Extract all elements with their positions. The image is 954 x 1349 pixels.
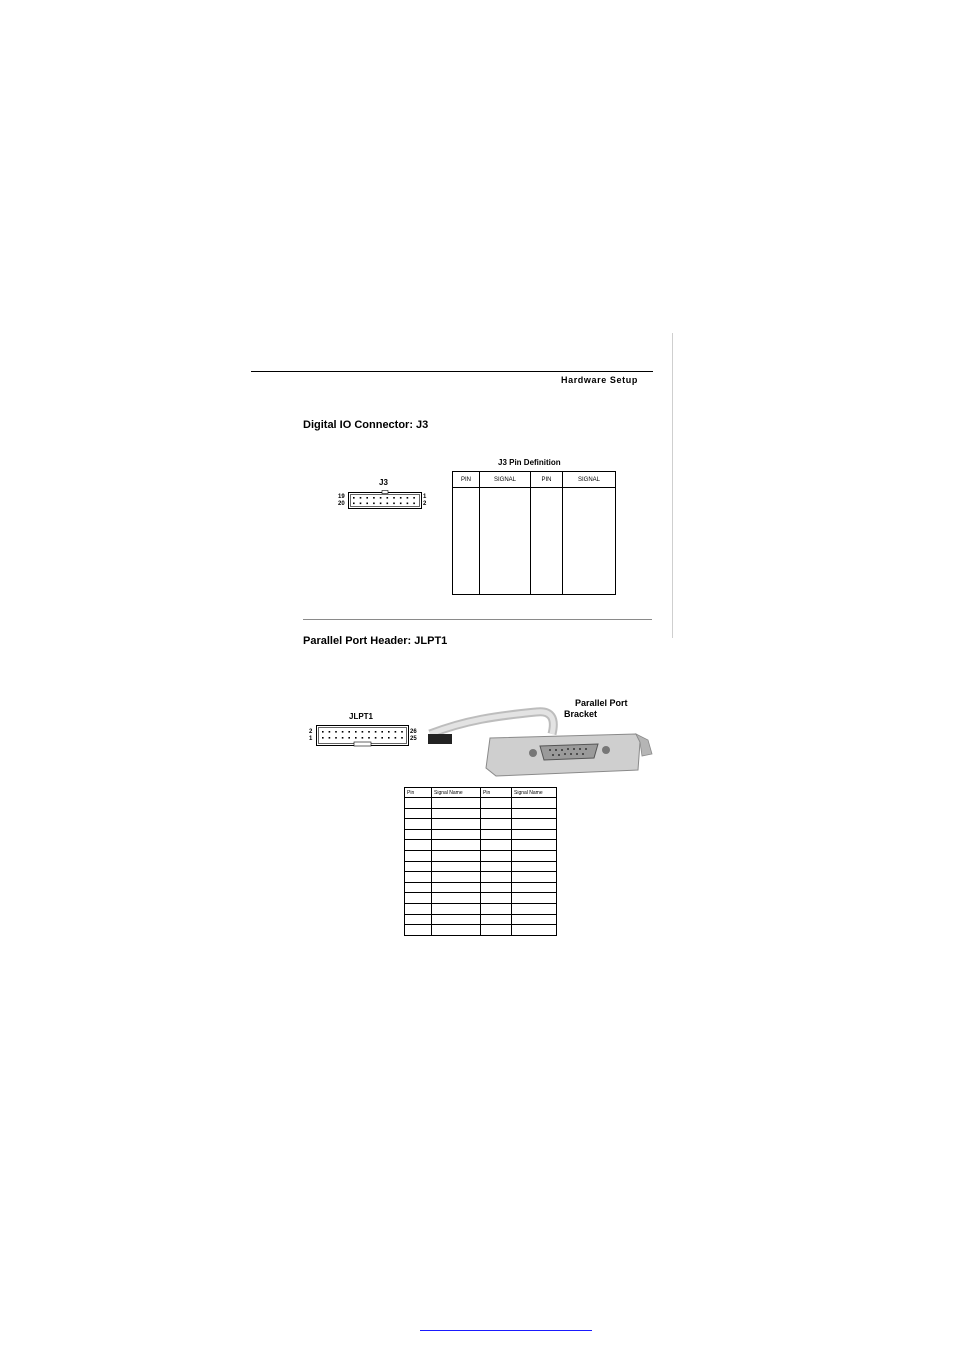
- jlpt1-pin-label-1: 1: [309, 736, 313, 742]
- jlpt1-cell: [432, 914, 481, 925]
- connector-pin: [366, 503, 368, 505]
- side-rule: [672, 333, 673, 638]
- connector-pin: [395, 737, 397, 739]
- jlpt1-cell: [432, 808, 481, 819]
- jlpt1-cell: [512, 819, 557, 830]
- connector-pin: [387, 497, 389, 499]
- jlpt1-pin-label-25: 25: [410, 736, 417, 742]
- section-title-j3: Digital IO Connector: J3: [303, 419, 429, 431]
- connector-pin: [368, 737, 370, 739]
- connector-pin: [348, 737, 350, 739]
- jlpt1-cell: [405, 893, 432, 904]
- jlpt1-cell: [432, 882, 481, 893]
- jlpt1-cell: [405, 850, 432, 861]
- jlpt1-cell: [481, 850, 512, 861]
- j3-pin-label-2: 2: [423, 501, 427, 507]
- connector-pin: [342, 731, 344, 733]
- jlpt1-cell: [481, 914, 512, 925]
- connector-pin: [401, 737, 403, 739]
- connector-pin: [395, 731, 397, 733]
- connector-pin: [388, 737, 390, 739]
- connector-pin: [407, 503, 409, 505]
- jlpt1-cell: [481, 808, 512, 819]
- jlpt1-cell: [405, 903, 432, 914]
- jlpt1-cell: [512, 903, 557, 914]
- connector-pin: [329, 731, 331, 733]
- j3-table-body-row: [453, 488, 616, 595]
- jlpt1-table-row: [405, 808, 557, 819]
- connector-pin: [353, 497, 355, 499]
- jlpt1-cell: [481, 819, 512, 830]
- connector-pin: [360, 503, 362, 505]
- jlpt1-cell: [481, 893, 512, 904]
- jlpt1-cell: [512, 798, 557, 809]
- jlpt1-col-pin-1: Pin: [405, 788, 432, 798]
- jlpt1-cell: [481, 882, 512, 893]
- jlpt1-cell: [432, 903, 481, 914]
- jlpt1-cell: [432, 829, 481, 840]
- connector-pin: [355, 731, 357, 733]
- jlpt1-cell: [481, 872, 512, 883]
- connector-pin: [366, 497, 368, 499]
- j3-cell: [453, 488, 480, 595]
- jlpt1-table-row: [405, 914, 557, 925]
- connector-pin: [375, 737, 377, 739]
- jlpt1-cell: [481, 903, 512, 914]
- jlpt1-cell: [405, 925, 432, 936]
- header-rule: [251, 371, 653, 372]
- connector-pin: [413, 497, 415, 499]
- jlpt1-cell: [405, 819, 432, 830]
- connector-pin: [360, 497, 362, 499]
- jlpt1-cell: [432, 840, 481, 851]
- j3-col-pin-1: PIN: [453, 472, 480, 488]
- jlpt1-cell: [405, 829, 432, 840]
- jlpt1-cell: [481, 798, 512, 809]
- jlpt1-cell: [512, 914, 557, 925]
- page-header-title: Hardware Setup: [561, 375, 638, 385]
- footer-link-underline[interactable]: [420, 1330, 592, 1331]
- jlpt1-table-row: [405, 819, 557, 830]
- j3-connector-label: J3: [379, 478, 388, 487]
- jlpt1-connector-diagram: [316, 725, 409, 747]
- connector-pin: [388, 731, 390, 733]
- section-title-jlpt1: Parallel Port Header: JLPT1: [303, 635, 448, 647]
- connector-pin: [362, 731, 364, 733]
- jlpt1-table-row: [405, 882, 557, 893]
- jlpt1-cell: [432, 861, 481, 872]
- jlpt1-cell: [405, 882, 432, 893]
- connector-pin: [393, 497, 395, 499]
- connector-pin: [400, 497, 402, 499]
- jlpt1-cell: [432, 798, 481, 809]
- jlpt1-table-row: [405, 893, 557, 904]
- jlpt1-table-row: [405, 872, 557, 883]
- jlpt1-cell: [512, 850, 557, 861]
- connector-pin: [373, 503, 375, 505]
- jlpt1-table-row: [405, 903, 557, 914]
- jlpt1-cell: [405, 914, 432, 925]
- j3-table-header-row: [453, 472, 616, 488]
- jlpt1-table-row: [405, 861, 557, 872]
- connector-pin: [368, 731, 370, 733]
- jlpt1-cell: [481, 840, 512, 851]
- jlpt1-table-row: [405, 850, 557, 861]
- jlpt1-cell: [481, 925, 512, 936]
- jlpt1-pin-table: [404, 787, 557, 936]
- j3-col-pin-2: PIN: [531, 472, 563, 488]
- bracket-label-line1: Parallel Port: [575, 698, 628, 708]
- connector-pin: [373, 497, 375, 499]
- j3-table-caption: J3 Pin Definition: [498, 458, 561, 467]
- connector-pin: [387, 503, 389, 505]
- j3-pin-label-20: 20: [338, 501, 345, 507]
- j3-col-signal-1: SIGNAL: [480, 472, 531, 488]
- jlpt1-cell: [432, 819, 481, 830]
- jlpt1-table-header-row: [405, 788, 557, 798]
- connector-pin: [348, 731, 350, 733]
- connector-pin: [329, 737, 331, 739]
- connector-pin: [413, 503, 415, 505]
- bracket-label-line2: Bracket: [564, 709, 598, 719]
- j3-cell: [531, 488, 563, 595]
- connector-pin: [353, 503, 355, 505]
- jlpt1-cell: [432, 925, 481, 936]
- jlpt1-cell: [512, 893, 557, 904]
- jlpt1-table-row: [405, 925, 557, 936]
- jlpt1-cell: [512, 882, 557, 893]
- jlpt1-cell: [432, 893, 481, 904]
- jlpt1-col-signal-1: Signal Name: [432, 788, 481, 798]
- jlpt1-col-signal-2: Signal Name: [512, 788, 557, 798]
- jlpt1-cell: [512, 872, 557, 883]
- jlpt1-table-row: [405, 798, 557, 809]
- connector-pin: [375, 731, 377, 733]
- j3-pin-table: [452, 471, 616, 595]
- jlpt1-cell: [432, 850, 481, 861]
- connector-pin: [322, 731, 324, 733]
- jlpt1-cell: [481, 829, 512, 840]
- jlpt1-cell: [405, 861, 432, 872]
- parallel-port-bracket-image: [426, 698, 654, 780]
- jlpt1-cell: [512, 808, 557, 819]
- connector-pin: [381, 737, 383, 739]
- j3-pin-label-19: 19: [338, 494, 345, 500]
- connector-pin: [401, 731, 403, 733]
- j3-connector-diagram: [348, 490, 422, 510]
- jlpt1-cell: [512, 925, 557, 936]
- jlpt1-pin-label-2: 2: [309, 729, 313, 735]
- connector-pin: [362, 737, 364, 739]
- j3-col-signal-2: SIGNAL: [563, 472, 616, 488]
- jlpt1-cell: [405, 840, 432, 851]
- jlpt1-col-pin-2: Pin: [481, 788, 512, 798]
- connector-pin: [335, 737, 337, 739]
- jlpt1-table-row: [405, 829, 557, 840]
- jlpt1-connector-label: JLPT1: [349, 712, 374, 721]
- jlpt1-cell: [512, 829, 557, 840]
- connector-pin: [380, 503, 382, 505]
- jlpt1-table-row: [405, 840, 557, 851]
- connector-pin: [380, 497, 382, 499]
- jlpt1-cell: [432, 872, 481, 883]
- connector-pin: [335, 731, 337, 733]
- connector-pin: [342, 737, 344, 739]
- jlpt1-cell: [405, 808, 432, 819]
- connector-pin: [393, 503, 395, 505]
- jlpt1-cell: [405, 872, 432, 883]
- jlpt1-pin-label-26: 26: [410, 729, 417, 735]
- connector-pin: [407, 497, 409, 499]
- jlpt1-cell: [405, 798, 432, 809]
- section-divider: [303, 619, 652, 620]
- j3-cell: [480, 488, 531, 595]
- connector-pin: [381, 731, 383, 733]
- j3-pin-label-1: 1: [423, 494, 427, 500]
- j3-cell: [563, 488, 616, 595]
- connector-pin: [355, 737, 357, 739]
- jlpt1-cell: [512, 861, 557, 872]
- connector-pin: [400, 503, 402, 505]
- connector-pin: [322, 737, 324, 739]
- jlpt1-cell: [512, 840, 557, 851]
- jlpt1-cell: [481, 861, 512, 872]
